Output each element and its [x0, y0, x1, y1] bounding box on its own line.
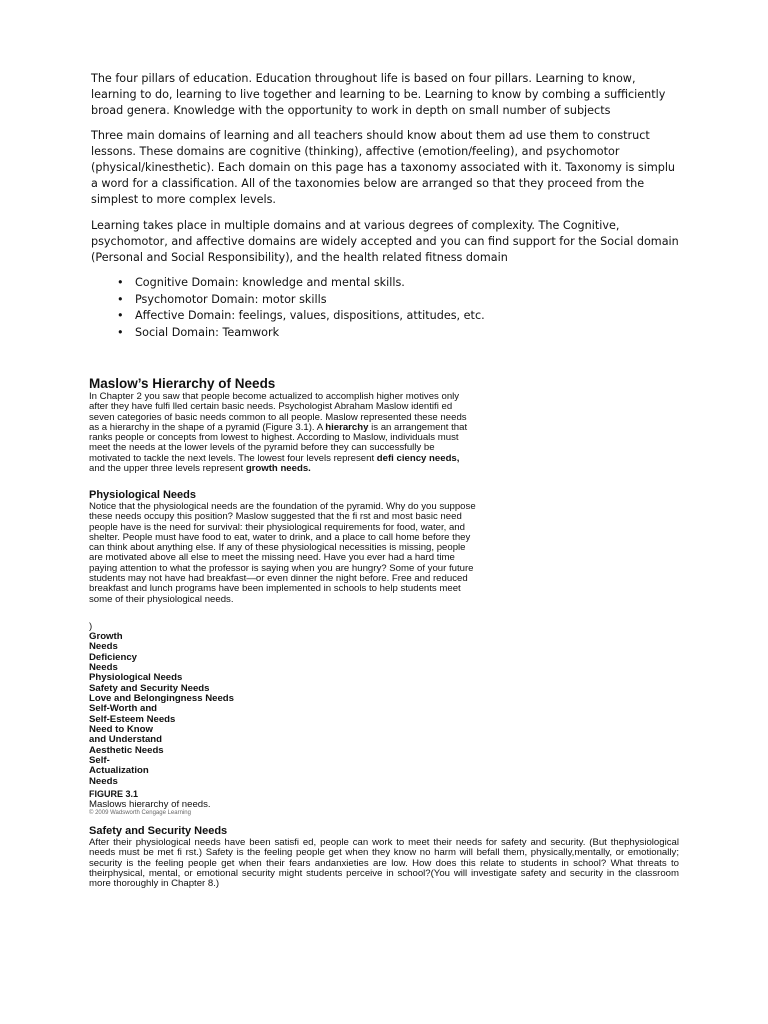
figure-label: and Understand	[89, 734, 163, 746]
safety-needs-paragraph: After their physiological needs have been satisfi ed, people can work to meet their needs for safety and security. (But thephysiological needs must be met fi rst.) Safety is the feeling people get when they know no harm will befall them, physically,mentally, or emotionally; security is the feeling people get when their fears andanxieties are low. How does this relate to students in school? What threats to theirphysical, mental, or emotional security might students perceive in school?(You will investigate safety and security in the classroom more thoroughly in Chapter 8.)	[89, 837, 679, 890]
paragraph-text: The four pillars of education. Education throughout life is based on four pillars. Learning to know, learning to do, learning to live together and learning to be. Learning to know by combing a sufficiently broad genera. Knowledge with the opportunity to work in depth on small number of subjects	[91, 72, 666, 117]
list-item: • Cognitive Domain: knowledge and mental skills.	[113, 275, 485, 292]
four-pillars-paragraph	[91, 71, 681, 119]
figure-label: Need to Know	[89, 724, 153, 736]
maslow-heading: Maslow’s Hierarchy of Needs	[89, 376, 276, 391]
figure-label: Growth	[89, 631, 123, 642]
bullet-icon: •	[117, 292, 124, 306]
learning-domains-paragraph	[91, 218, 681, 266]
paragraph-text: Learning takes place in multiple domains and at various degrees of complexity. The Cognitive, psychomotor, and affective domains are widely accepted and you can find support for the Social domain (Personal and Social Responsibility), and the health related fitness domain	[91, 219, 679, 264]
figure-label: Aesthetic Needs	[89, 744, 164, 756]
figure-label: Self-Worth and	[89, 703, 158, 715]
figure-label: Safety and Security Needs	[89, 682, 210, 694]
paragraph-text: Three main domains of learning and all teachers should know about them ad use them to construct lessons. These domains are cognitive (thinking), affective (emotion/feeling), and psychomotor (physical/kinesthetic). Each domain on this page has a taxonomy associated with it. Taxonomy is simplu a word for a classification. All of the taxonomies below are arranged so that they proceed from the simplest to more complex levels.	[91, 129, 676, 206]
bullet-icon: •	[117, 309, 124, 322]
figure-label: Needs	[89, 662, 118, 674]
figure-labels	[89, 632, 489, 787]
figure-label: Actualization	[89, 765, 149, 777]
list-item: • Psychomotor Domain: motor skills	[113, 292, 485, 309]
figure-label: Self-Esteem Needs	[89, 713, 176, 725]
list-item: • Social Domain: Teamwork	[113, 325, 485, 342]
bullet-icon: •	[117, 276, 124, 289]
figure-credit: © 2009 Wadsworth Cengage Learning	[89, 810, 191, 816]
domains-paragraph	[91, 128, 681, 208]
list-item: • Affective Domain: feelings, values, dispositions, attitudes, etc.	[113, 308, 485, 325]
figure-label: Physiological Needs	[89, 672, 183, 684]
figure-label: Needs	[89, 775, 118, 787]
bullet-icon: •	[117, 325, 124, 339]
figure-label: Deficiency	[89, 651, 137, 663]
physiological-needs-heading: Physiological Needs	[89, 489, 196, 501]
physiological-needs-paragraph: Notice that the physiological needs are the foundation of the pyramid. Why do you suppose these needs occupy this position? Maslow suggested that the fi rst and most basic need people have is the need for survival: their physiological requirements for food, water, and shelter. People must have food to eat, water to drink, and a place to call home before they can think about anything else. If any of these physiological necessities is missing, people are motivated above all else to meet the missing need. Have you ever had a hard time paying attention to what the professor is saying when you are hungry? Some of your future students may not have had breakfast—or even dinner the night before. Free and reduced breakfast and lunch programs have been implemented in schools to help students meet some of their physiological needs.	[89, 501, 476, 605]
figure-label: Needs	[89, 641, 118, 653]
stray-parenthesis: )	[89, 621, 93, 632]
safety-needs-heading: Safety and Security Needs	[89, 825, 228, 837]
figure-label: Self-	[89, 755, 110, 767]
figure-caption: Maslows hierarchy of needs.	[89, 799, 211, 810]
figure-label: Love and Belongingness Needs	[89, 693, 235, 705]
figure-number: FIGURE 3.1	[89, 789, 139, 799]
domain-bullet-list	[113, 275, 485, 341]
maslow-intro-paragraph: In Chapter 2 you saw that people become actualized to accomplish higher motives only after they have fulfi lled certain basic needs. Psychologist Abraham Maslow identifi ed seven categories of basic needs common to all people. Maslow represented these needs as a hierarchy in the shape of a pyramid (Figure 3.1). A hierarchy is an arrangement that ranks people or concepts from lowest to highest. According to Maslow, individuals must meet the needs at the lower levels of the pyramid before they can successfully be motivated to tackle the next levels. The lowest four levels represent defi ciency needs, and the upper three levels represent growth needs.	[89, 391, 468, 475]
